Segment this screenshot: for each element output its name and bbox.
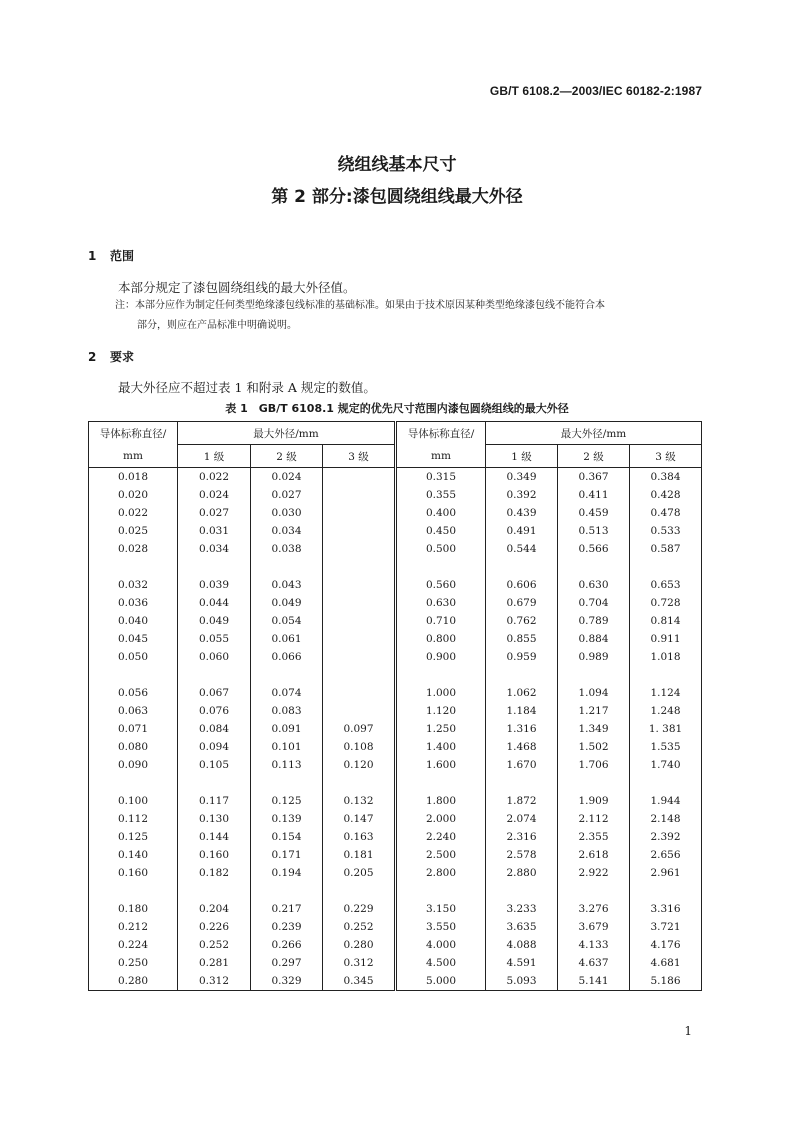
table-cell: [323, 648, 396, 666]
table-cell: 0.349: [486, 468, 558, 487]
table-cell: 1.120: [396, 702, 486, 720]
table-cell: 2.656: [630, 846, 702, 864]
table-cell: 0.024: [178, 486, 251, 504]
table-row: [89, 864, 702, 882]
table-cell: 0.281: [178, 954, 251, 972]
table-row: [89, 756, 702, 774]
table-cell: 0.045: [89, 630, 178, 648]
group-spacer: [89, 882, 702, 900]
table-cell: 0.105: [178, 756, 251, 774]
spacer-cell: [251, 666, 323, 684]
table-cell: 0.630: [558, 576, 630, 594]
table-cell: 0.020: [89, 486, 178, 504]
table-cell: 1.248: [630, 702, 702, 720]
table-cell: 0.036: [89, 594, 178, 612]
table-cell: 0.653: [630, 576, 702, 594]
table-cell: 0.060: [178, 648, 251, 666]
table-cell: 0.252: [178, 936, 251, 954]
group-spacer: [89, 558, 702, 576]
spacer-cell: [396, 558, 486, 576]
col-nominal-unit-right: mm: [396, 445, 486, 468]
table-cell: 3.679: [558, 918, 630, 936]
table-cell: 0.280: [89, 972, 178, 991]
table-cell: 2.800: [396, 864, 486, 882]
table-cell: 3.316: [630, 900, 702, 918]
table-cell: 0.180: [89, 900, 178, 918]
table-cell: 0.606: [486, 576, 558, 594]
spacer-cell: [323, 666, 396, 684]
spacer-cell: [89, 558, 178, 576]
table-cell: 0.345: [323, 972, 396, 991]
col-nominal-unit: mm: [89, 445, 178, 468]
table-row: [89, 936, 702, 954]
table-cell: 0.025: [89, 522, 178, 540]
table-cell: 0.587: [630, 540, 702, 558]
table-cell: 0.083: [251, 702, 323, 720]
table-cell: 0.229: [323, 900, 396, 918]
table-cell: 3.150: [396, 900, 486, 918]
section-1-title: 范围: [110, 249, 135, 263]
table-cell: 0.205: [323, 864, 396, 882]
spacer-cell: [558, 774, 630, 792]
table-cell: 0.039: [178, 576, 251, 594]
spacer-cell: [178, 558, 251, 576]
spacer-cell: [396, 882, 486, 900]
table-cell: 0.315: [396, 468, 486, 487]
table-row: [89, 540, 702, 558]
table-cell: 0.043: [251, 576, 323, 594]
table-cell: 1.535: [630, 738, 702, 756]
table-cell: 0.067: [178, 684, 251, 702]
table-cell: 0.710: [396, 612, 486, 630]
section-1-heading: [88, 247, 134, 264]
table-cell: 0.329: [251, 972, 323, 991]
grade-3-header: 3 级: [323, 445, 396, 468]
table-row: [89, 648, 702, 666]
table-cell: 0.108: [323, 738, 396, 756]
table-cell: [323, 630, 396, 648]
table-row: [89, 522, 702, 540]
table-cell: 2.578: [486, 846, 558, 864]
spacer-cell: [630, 882, 702, 900]
spacer-cell: [396, 666, 486, 684]
table-cell: 1.944: [630, 792, 702, 810]
grade-2-header: 2 级: [251, 445, 323, 468]
section-2-title: 要求: [110, 350, 135, 364]
table-cell: 1.062: [486, 684, 558, 702]
table-row: [89, 738, 702, 756]
table-cell: 0.027: [251, 486, 323, 504]
table-cell: 0.094: [178, 738, 251, 756]
section-2-text: 最大外径应不超过表 1 和附录 A 规定的数值。: [118, 380, 376, 395]
table-row: [89, 630, 702, 648]
document-subtitle: 第 2 部分:漆包圆绕组线最大外径: [271, 187, 523, 207]
table-cell: 0.074: [251, 684, 323, 702]
table-cell: 0.140: [89, 846, 178, 864]
table-cell: 2.000: [396, 810, 486, 828]
table-cell: 0.054: [251, 612, 323, 630]
table-cell: 0.280: [323, 936, 396, 954]
table-cell: 0.084: [178, 720, 251, 738]
table-row: [89, 468, 702, 487]
table-cell: 0.217: [251, 900, 323, 918]
table-cell: 0.171: [251, 846, 323, 864]
table-cell: 0.049: [251, 594, 323, 612]
table-cell: 0.181: [323, 846, 396, 864]
table-row: [89, 594, 702, 612]
table-cell: 0.125: [251, 792, 323, 810]
table-cell: 0.250: [89, 954, 178, 972]
table-cell: 0.027: [178, 504, 251, 522]
table-cell: 0.163: [323, 828, 396, 846]
table-row: [89, 954, 702, 972]
table-cell: 0.959: [486, 648, 558, 666]
table-cell: 0.066: [251, 648, 323, 666]
table-cell: [323, 702, 396, 720]
table-cell: 0.789: [558, 612, 630, 630]
table-cell: 0.076: [178, 702, 251, 720]
max-diameter-table: [88, 421, 702, 991]
table-cell: 0.513: [558, 522, 630, 540]
note-line-2: 部分，则应在产品标准中明确说明。: [137, 320, 297, 331]
table-cell: 0.113: [251, 756, 323, 774]
table-cell: 0.989: [558, 648, 630, 666]
table-cell: 0.112: [89, 810, 178, 828]
table-cell: 2.074: [486, 810, 558, 828]
table-cell: 1.670: [486, 756, 558, 774]
spacer-cell: [486, 666, 558, 684]
table-row: [89, 900, 702, 918]
table-cell: 0.226: [178, 918, 251, 936]
table-cell: 2.316: [486, 828, 558, 846]
table-cell: [323, 684, 396, 702]
page-number: 1: [684, 1024, 692, 1038]
table-row: [89, 504, 702, 522]
table-row: [89, 702, 702, 720]
table-cell: 0.028: [89, 540, 178, 558]
table-cell: 0.117: [178, 792, 251, 810]
group-spacer: [89, 666, 702, 684]
table-cell: 0.355: [396, 486, 486, 504]
table-cell: 2.922: [558, 864, 630, 882]
grade-3-header-right: 3 级: [630, 445, 702, 468]
table-cell: 2.355: [558, 828, 630, 846]
table-cell: 0.160: [178, 846, 251, 864]
table-cell: [323, 504, 396, 522]
spacer-cell: [323, 774, 396, 792]
table-cell: [323, 522, 396, 540]
table-cell: 0.239: [251, 918, 323, 936]
table-cell: 0.100: [89, 792, 178, 810]
table-cell: 0.814: [630, 612, 702, 630]
table-cell: 0.312: [178, 972, 251, 991]
table-cell: 0.450: [396, 522, 486, 540]
table-cell: 1.349: [558, 720, 630, 738]
table-cell: 1.000: [396, 684, 486, 702]
table-cell: 5.141: [558, 972, 630, 991]
col-nominal-header: 导体标称直径/: [89, 422, 178, 445]
table-cell: [323, 576, 396, 594]
table-cell: 5.000: [396, 972, 486, 991]
table-cell: 0.120: [323, 756, 396, 774]
table-cell: 0.022: [89, 504, 178, 522]
table-cell: [323, 594, 396, 612]
spacer-cell: [178, 774, 251, 792]
table-cell: 0.147: [323, 810, 396, 828]
table-cell: 2.880: [486, 864, 558, 882]
table-cell: 2.618: [558, 846, 630, 864]
table-cell: 0.367: [558, 468, 630, 487]
table-cell: 0.018: [89, 468, 178, 487]
col-max-header: 最大外径/mm: [178, 422, 396, 445]
table-cell: 0.063: [89, 702, 178, 720]
table-cell: 0.704: [558, 594, 630, 612]
table-cell: 0.212: [89, 918, 178, 936]
table-cell: 0.459: [558, 504, 630, 522]
table-cell: 1.502: [558, 738, 630, 756]
grade-1-header-right: 1 级: [486, 445, 558, 468]
table-cell: 0.630: [396, 594, 486, 612]
table-cell: 0.139: [251, 810, 323, 828]
table-cell: 2.148: [630, 810, 702, 828]
table-cell: 1.400: [396, 738, 486, 756]
table-cell: 4.500: [396, 954, 486, 972]
table-cell: 1.316: [486, 720, 558, 738]
group-spacer: [89, 774, 702, 792]
table-cell: 0.031: [178, 522, 251, 540]
spacer-cell: [178, 666, 251, 684]
spacer-cell: [630, 774, 702, 792]
table-cell: 0.900: [396, 648, 486, 666]
spacer-cell: [558, 882, 630, 900]
table-cell: 0.762: [486, 612, 558, 630]
table-row: [89, 918, 702, 936]
table-cell: 0.428: [630, 486, 702, 504]
table-cell: 0.040: [89, 612, 178, 630]
spacer-cell: [251, 882, 323, 900]
table-cell: 1.909: [558, 792, 630, 810]
table-cell: 1.184: [486, 702, 558, 720]
table-cell: 0.182: [178, 864, 251, 882]
spacer-cell: [630, 666, 702, 684]
spacer-cell: [89, 666, 178, 684]
table-cell: 4.637: [558, 954, 630, 972]
spacer-cell: [558, 558, 630, 576]
spacer-cell: [486, 774, 558, 792]
table-cell: 0.130: [178, 810, 251, 828]
table-cell: 0.024: [251, 468, 323, 487]
table-cell: 0.392: [486, 486, 558, 504]
table-cell: 0.533: [630, 522, 702, 540]
spacer-cell: [323, 558, 396, 576]
table-cell: 0.204: [178, 900, 251, 918]
table-cell: 2.240: [396, 828, 486, 846]
table-row: [89, 810, 702, 828]
table-cell: 1.872: [486, 792, 558, 810]
table-cell: 3.721: [630, 918, 702, 936]
table-cell: 4.000: [396, 936, 486, 954]
table-row: [89, 828, 702, 846]
spacer-cell: [89, 882, 178, 900]
table-cell: 0.049: [178, 612, 251, 630]
table-cell: 1.740: [630, 756, 702, 774]
table-cell: 0.384: [630, 468, 702, 487]
table-cell: 4.133: [558, 936, 630, 954]
spacer-cell: [486, 558, 558, 576]
table-cell: 5.186: [630, 972, 702, 991]
spacer-cell: [251, 774, 323, 792]
table-cell: 0.034: [178, 540, 251, 558]
table-cell: 4.591: [486, 954, 558, 972]
table-cell: 0.030: [251, 504, 323, 522]
spacer-cell: [178, 882, 251, 900]
table-row: [89, 720, 702, 738]
table-cell: 0.032: [89, 576, 178, 594]
table-cell: 0.800: [396, 630, 486, 648]
table-cell: 0.855: [486, 630, 558, 648]
table-cell: [323, 540, 396, 558]
table-cell: 1.468: [486, 738, 558, 756]
table-cell: 0.097: [323, 720, 396, 738]
table-cell: 4.088: [486, 936, 558, 954]
spacer-cell: [89, 774, 178, 792]
col-max-header-right: 最大外径/mm: [486, 422, 702, 445]
table-cell: 0.252: [323, 918, 396, 936]
table-cell: 1.600: [396, 756, 486, 774]
table-cell: 2.500: [396, 846, 486, 864]
spacer-cell: [323, 882, 396, 900]
table-cell: 0.038: [251, 540, 323, 558]
grade-1-header: 1 级: [178, 445, 251, 468]
section-1-note: [115, 296, 715, 336]
table-cell: 1.018: [630, 648, 702, 666]
spacer-cell: [396, 774, 486, 792]
table-cell: 3.276: [558, 900, 630, 918]
table-cell: 2.112: [558, 810, 630, 828]
table-cell: 0.478: [630, 504, 702, 522]
table-cell: 1.094: [558, 684, 630, 702]
grade-2-header-right: 2 级: [558, 445, 630, 468]
table-cell: 1.217: [558, 702, 630, 720]
table-row: [89, 972, 702, 991]
table-cell: 0.125: [89, 828, 178, 846]
table-cell: 5.093: [486, 972, 558, 991]
table-cell: 0.034: [251, 522, 323, 540]
table-cell: 0.266: [251, 936, 323, 954]
table-row: [89, 792, 702, 810]
table-cell: 0.411: [558, 486, 630, 504]
table-cell: 0.491: [486, 522, 558, 540]
table-cell: 1.706: [558, 756, 630, 774]
section-1-text: 本部分规定了漆包圆绕组线的最大外径值。: [118, 280, 356, 295]
spacer-cell: [558, 666, 630, 684]
table-cell: [323, 486, 396, 504]
table-cell: 0.439: [486, 504, 558, 522]
table-row: [89, 612, 702, 630]
table-cell: 0.101: [251, 738, 323, 756]
table-cell: 2.392: [630, 828, 702, 846]
table-cell: 0.400: [396, 504, 486, 522]
table-cell: 0.544: [486, 540, 558, 558]
table-caption: 表 1 GB/T 6108.1 规定的优先尺寸范围内漆包圆绕组线的最大外径: [225, 402, 569, 415]
table-cell: 0.224: [89, 936, 178, 954]
table-cell: 4.176: [630, 936, 702, 954]
table-cell: 0.061: [251, 630, 323, 648]
section-2-number: 2: [88, 350, 97, 364]
table-cell: 0.884: [558, 630, 630, 648]
table-cell: 0.728: [630, 594, 702, 612]
table-cell: 0.154: [251, 828, 323, 846]
col-nominal-header-right: 导体标称直径/: [396, 422, 486, 445]
table-cell: 0.091: [251, 720, 323, 738]
table-cell: 1.250: [396, 720, 486, 738]
standard-number-header: GB/T 6108.2—2003/IEC 60182-2:1987: [489, 84, 702, 98]
table-cell: 0.090: [89, 756, 178, 774]
table-cell: 1. 381: [630, 720, 702, 738]
table-cell: [323, 468, 396, 487]
table-cell: 1.124: [630, 684, 702, 702]
table-cell: 0.050: [89, 648, 178, 666]
table-cell: 0.160: [89, 864, 178, 882]
note-line-1: 注：本部分应作为制定任何类型绝缘漆包线标准的基础标准。如果由于技术原因某种类型绝缘漆包线不能符合本: [115, 300, 605, 311]
spacer-cell: [486, 882, 558, 900]
table-cell: 0.500: [396, 540, 486, 558]
table-cell: 1.800: [396, 792, 486, 810]
table-cell: [323, 612, 396, 630]
table-cell: 0.132: [323, 792, 396, 810]
spacer-cell: [251, 558, 323, 576]
table-cell: 0.566: [558, 540, 630, 558]
table-cell: 0.679: [486, 594, 558, 612]
section-1-number: 1: [88, 249, 97, 263]
document-title: 绕组线基本尺寸: [337, 155, 457, 175]
section-2-heading: [88, 348, 134, 365]
table-cell: 4.681: [630, 954, 702, 972]
table-body: [89, 468, 702, 991]
table-cell: 3.233: [486, 900, 558, 918]
table-cell: 0.071: [89, 720, 178, 738]
table-cell: 3.550: [396, 918, 486, 936]
table-cell: 0.194: [251, 864, 323, 882]
table-row: [89, 684, 702, 702]
table-cell: 0.297: [251, 954, 323, 972]
table-cell: 2.961: [630, 864, 702, 882]
table-row: [89, 576, 702, 594]
spacer-cell: [630, 558, 702, 576]
table-cell: 0.055: [178, 630, 251, 648]
table-cell: 0.044: [178, 594, 251, 612]
table-cell: 0.056: [89, 684, 178, 702]
table-cell: 0.144: [178, 828, 251, 846]
table-cell: 0.312: [323, 954, 396, 972]
table-cell: 0.911: [630, 630, 702, 648]
table-row: [89, 486, 702, 504]
table-cell: 0.022: [178, 468, 251, 487]
table-row: [89, 846, 702, 864]
table-cell: 0.080: [89, 738, 178, 756]
table-cell: 3.635: [486, 918, 558, 936]
table-cell: 0.560: [396, 576, 486, 594]
